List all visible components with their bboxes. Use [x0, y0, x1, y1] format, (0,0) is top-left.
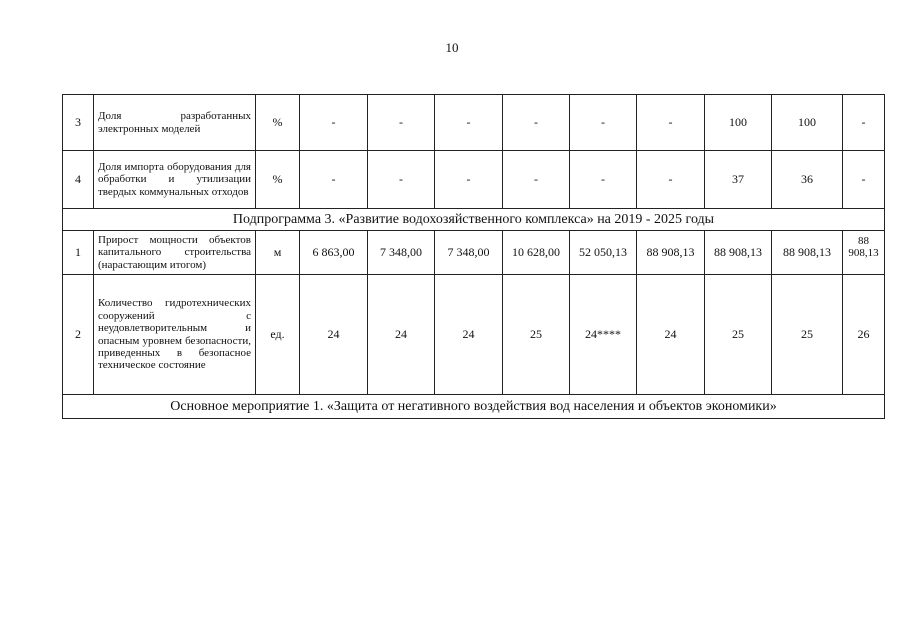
section-row: [63, 209, 885, 231]
indicator-name: Количество гидротехнических сооружений с неудовлетворительным и опасным уровнем безопасности, приведенных в безопасное техническое состояние: [94, 275, 256, 395]
table-row: [63, 275, 885, 395]
indicators-table: [62, 94, 885, 419]
value-cell: 88 908,13: [843, 231, 885, 275]
unit-cell: %: [256, 95, 300, 151]
value-cell: -: [368, 151, 435, 209]
value-cell: -: [300, 151, 368, 209]
row-number: 2: [63, 275, 94, 395]
value-cell: -: [843, 95, 885, 151]
value-cell: -: [368, 95, 435, 151]
value-cell: 24****: [570, 275, 637, 395]
value-cell: -: [435, 151, 503, 209]
value-cell: -: [435, 95, 503, 151]
table-row: [63, 151, 885, 209]
subprogram-heading: Подпрограмма 3. «Развитие водохозяйственного комплекса» на 2019 - 2025 годы: [63, 209, 885, 231]
value-cell: -: [637, 95, 705, 151]
row-number: 3: [63, 95, 94, 151]
value-cell: -: [503, 95, 570, 151]
value-cell: -: [570, 95, 637, 151]
unit-cell: м: [256, 231, 300, 275]
section-row: [63, 395, 885, 419]
value-cell: 10 628,00: [503, 231, 570, 275]
value-cell: 24: [300, 275, 368, 395]
value-cell: 25: [503, 275, 570, 395]
main-event-heading: Основное мероприятие 1. «Защита от негативного воздействия вод населения и объектов экономики»: [63, 395, 885, 419]
value-cell: 100: [705, 95, 772, 151]
value-cell: 88 908,13: [772, 231, 843, 275]
value-cell: 24: [368, 275, 435, 395]
value-cell: 7 348,00: [435, 231, 503, 275]
value-cell: 25: [705, 275, 772, 395]
indicator-name: Доля разработанных электронных моделей: [94, 95, 256, 151]
value-cell: 52 050,13: [570, 231, 637, 275]
unit-cell: %: [256, 151, 300, 209]
value-cell: 88 908,13: [637, 231, 705, 275]
value-cell: -: [300, 95, 368, 151]
row-number: 1: [63, 231, 94, 275]
value-cell: 37: [705, 151, 772, 209]
value-cell: -: [570, 151, 637, 209]
row-number: 4: [63, 151, 94, 209]
value-cell: 36: [772, 151, 843, 209]
value-cell: 7 348,00: [368, 231, 435, 275]
value-cell: 26: [843, 275, 885, 395]
value-cell: 24: [435, 275, 503, 395]
value-cell: -: [637, 151, 705, 209]
table-row: [63, 231, 885, 275]
value-cell: 25: [772, 275, 843, 395]
value-cell: 24: [637, 275, 705, 395]
value-cell: 88 908,13: [705, 231, 772, 275]
unit-cell: ед.: [256, 275, 300, 395]
value-cell: -: [503, 151, 570, 209]
page-number: 10: [445, 40, 459, 55]
value-cell: 100: [772, 95, 843, 151]
indicator-name: Доля импорта оборудования для обработки и утилизации твердых коммунальных отходов: [94, 151, 256, 209]
table-row: [63, 95, 885, 151]
value-cell: 6 863,00: [300, 231, 368, 275]
indicator-name: Прирост мощности объектов капитального строительства (нарастающим итогом): [94, 231, 256, 275]
value-cell: -: [843, 151, 885, 209]
